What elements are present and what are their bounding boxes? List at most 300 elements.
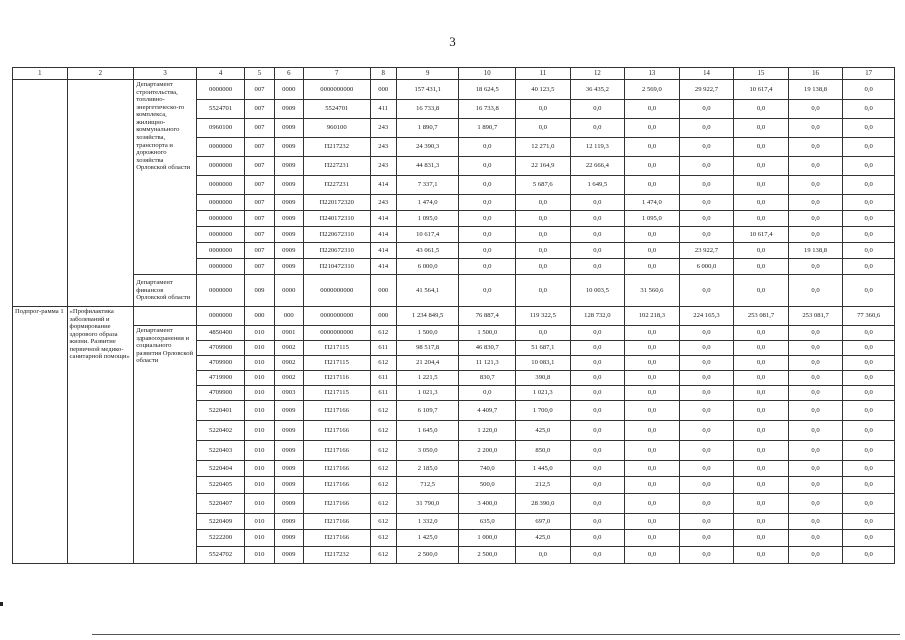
table-cell: 0,0 bbox=[516, 211, 571, 227]
table-cell: 0909 bbox=[274, 243, 303, 259]
column-header: 7 bbox=[303, 68, 370, 80]
table-cell: 007 bbox=[245, 176, 274, 195]
table-cell: 010 bbox=[245, 494, 274, 514]
table-cell: 1 890,7 bbox=[459, 119, 516, 138]
table-cell: 0,0 bbox=[734, 441, 789, 461]
table-cell: 16 733,8 bbox=[459, 100, 516, 119]
column-header: 16 bbox=[788, 68, 843, 80]
subprogram-cell: Подпрог-рамма 1 bbox=[13, 307, 68, 564]
table-cell: 010 bbox=[245, 421, 274, 441]
table-cell: 1 000,0 bbox=[459, 530, 516, 547]
table-cell: 0,0 bbox=[788, 211, 843, 227]
table-cell: 0,0 bbox=[843, 119, 895, 138]
column-header: 2 bbox=[67, 68, 134, 80]
table-cell: 4 409,7 bbox=[459, 401, 516, 421]
table-cell: 0,0 bbox=[788, 195, 843, 211]
table-cell: 1 021,3 bbox=[396, 386, 459, 401]
table-cell: 0909 bbox=[274, 441, 303, 461]
table-cell: 243 bbox=[370, 138, 396, 157]
table-cell: 0,0 bbox=[625, 494, 680, 514]
column-header: 13 bbox=[625, 68, 680, 80]
table-cell: 612 bbox=[370, 421, 396, 441]
table-cell: 010 bbox=[245, 514, 274, 530]
table-cell: 007 bbox=[245, 80, 274, 100]
table-cell: 5 687,6 bbox=[516, 176, 571, 195]
table-cell: 0000000 bbox=[196, 259, 244, 275]
table-cell: 128 732,0 bbox=[570, 307, 625, 326]
table-cell: 0,0 bbox=[679, 119, 734, 138]
table-cell: 0909 bbox=[274, 547, 303, 564]
table-cell: 0,0 bbox=[570, 514, 625, 530]
table-cell: 2 500,0 bbox=[396, 547, 459, 564]
table-cell: 24 390,3 bbox=[396, 138, 459, 157]
table-cell: 612 bbox=[370, 494, 396, 514]
table-cell: 960100 bbox=[303, 119, 370, 138]
table-cell: 6 000,0 bbox=[679, 259, 734, 275]
margin-mark bbox=[0, 602, 3, 606]
table-cell: 0,0 bbox=[843, 326, 895, 341]
table-cell: 0,0 bbox=[570, 100, 625, 119]
table-cell: 6 000,0 bbox=[396, 259, 459, 275]
table-cell: 0,0 bbox=[734, 275, 789, 307]
table-cell: П217232 bbox=[303, 547, 370, 564]
table-cell: 0,0 bbox=[788, 259, 843, 275]
table-cell: 0,0 bbox=[459, 386, 516, 401]
table-cell: 0,0 bbox=[459, 138, 516, 157]
column-header: 9 bbox=[396, 68, 459, 80]
table-cell: 0,0 bbox=[788, 514, 843, 530]
table-cell: 0,0 bbox=[679, 176, 734, 195]
table-cell: 0,0 bbox=[570, 227, 625, 243]
table-cell: 0,0 bbox=[734, 477, 789, 494]
table-cell: 0,0 bbox=[570, 326, 625, 341]
budget-table bbox=[12, 67, 895, 564]
table-cell: 010 bbox=[245, 401, 274, 421]
table-cell: 0,0 bbox=[459, 157, 516, 176]
table-cell: 2 200,0 bbox=[459, 441, 516, 461]
table-cell: 0,0 bbox=[788, 441, 843, 461]
table-cell: 76 887,4 bbox=[459, 307, 516, 326]
table-cell: 0,0 bbox=[734, 547, 789, 564]
table-cell: 0,0 bbox=[734, 386, 789, 401]
table-row bbox=[13, 80, 895, 100]
table-cell: 1 500,0 bbox=[459, 326, 516, 341]
table-cell: 0000000 bbox=[196, 307, 244, 326]
table-cell: 0,0 bbox=[788, 494, 843, 514]
table-cell: 0,0 bbox=[625, 441, 680, 461]
program-name-cell: «Профилактика заболеваний и формирование здорового образа жизни. Развитие первичной медико-санитарной помощи» bbox=[67, 307, 134, 564]
table-cell: 5220403 bbox=[196, 441, 244, 461]
table-cell: 4709900 bbox=[196, 356, 244, 371]
table-cell: 830,7 bbox=[459, 371, 516, 386]
table-cell: 0000 bbox=[274, 275, 303, 307]
table-cell: 0,0 bbox=[459, 275, 516, 307]
table-cell: 5222200 bbox=[196, 530, 244, 547]
table-cell: 1 474,0 bbox=[396, 195, 459, 211]
table-cell: 0,0 bbox=[516, 547, 571, 564]
table-cell: 390,8 bbox=[516, 371, 571, 386]
table-cell: 0,0 bbox=[459, 176, 516, 195]
table-cell: 243 bbox=[370, 195, 396, 211]
table-cell: 612 bbox=[370, 401, 396, 421]
table-cell: 0,0 bbox=[843, 386, 895, 401]
table-cell: 0,0 bbox=[570, 530, 625, 547]
table-cell: 0,0 bbox=[570, 341, 625, 356]
table-cell: 0960100 bbox=[196, 119, 244, 138]
table-cell: 0,0 bbox=[843, 530, 895, 547]
table-cell: 43 061,5 bbox=[396, 243, 459, 259]
table-cell: 0,0 bbox=[516, 100, 571, 119]
table-cell: 0,0 bbox=[843, 341, 895, 356]
table-cell: 46 830,7 bbox=[459, 341, 516, 356]
table-cell: 224 165,3 bbox=[679, 307, 734, 326]
column-header: 4 bbox=[196, 68, 244, 80]
table-cell: 425,0 bbox=[516, 421, 571, 441]
table-cell: 500,0 bbox=[459, 477, 516, 494]
table-cell: 0,0 bbox=[843, 547, 895, 564]
table-cell: 0,0 bbox=[843, 227, 895, 243]
table-cell: 1 234 849,5 bbox=[396, 307, 459, 326]
table-cell: 414 bbox=[370, 243, 396, 259]
table-cell: 0903 bbox=[274, 386, 303, 401]
table-cell: 0,0 bbox=[843, 514, 895, 530]
table-cell: 010 bbox=[245, 386, 274, 401]
table-cell: 0909 bbox=[274, 477, 303, 494]
table-cell: 0,0 bbox=[843, 80, 895, 100]
table-cell: 414 bbox=[370, 176, 396, 195]
table-cell: 0000000 bbox=[196, 80, 244, 100]
table-cell: 0909 bbox=[274, 157, 303, 176]
table-cell: 253 081,7 bbox=[788, 307, 843, 326]
table-cell: П220672310 bbox=[303, 227, 370, 243]
table-cell: 0,0 bbox=[679, 514, 734, 530]
table-cell: 0000 bbox=[274, 80, 303, 100]
table-cell: 0,0 bbox=[734, 514, 789, 530]
table-cell: 1 332,0 bbox=[396, 514, 459, 530]
table-cell: П217166 bbox=[303, 401, 370, 421]
table-cell: 51 687,1 bbox=[516, 341, 571, 356]
table-cell: 19 138,8 bbox=[788, 243, 843, 259]
table-cell: 157 431,1 bbox=[396, 80, 459, 100]
table-cell: П227231 bbox=[303, 176, 370, 195]
table-cell: 36 435,2 bbox=[570, 80, 625, 100]
table-cell: 612 bbox=[370, 461, 396, 477]
table-cell: 5220407 bbox=[196, 494, 244, 514]
table-cell: 2 500,0 bbox=[459, 547, 516, 564]
table-cell: 0902 bbox=[274, 341, 303, 356]
table-cell: 11 121,3 bbox=[459, 356, 516, 371]
table-cell: 0,0 bbox=[679, 421, 734, 441]
table-cell: 0,0 bbox=[625, 547, 680, 564]
table-cell: 102 218,3 bbox=[625, 307, 680, 326]
table-cell: 0,0 bbox=[625, 461, 680, 477]
table-cell: 6 109,7 bbox=[396, 401, 459, 421]
table-cell: 0,0 bbox=[570, 477, 625, 494]
table-cell: 0,0 bbox=[625, 157, 680, 176]
table-cell: П217166 bbox=[303, 461, 370, 477]
table-cell: 0,0 bbox=[570, 259, 625, 275]
table-cell: 0000000 bbox=[196, 138, 244, 157]
table-cell: 0,0 bbox=[625, 326, 680, 341]
table-cell: 0,0 bbox=[570, 401, 625, 421]
table-cell: 0909 bbox=[274, 100, 303, 119]
table-cell: 0,0 bbox=[734, 100, 789, 119]
table-cell: 0,0 bbox=[679, 461, 734, 477]
table-cell: П217166 bbox=[303, 477, 370, 494]
table-cell: 1 095,0 bbox=[396, 211, 459, 227]
table-cell: 0,0 bbox=[570, 547, 625, 564]
table-cell: 0,0 bbox=[734, 371, 789, 386]
table-cell: 007 bbox=[245, 138, 274, 157]
table-cell: 010 bbox=[245, 356, 274, 371]
table-cell: 2 569,0 bbox=[625, 80, 680, 100]
table-cell: 1 021,3 bbox=[516, 386, 571, 401]
table-cell: 0,0 bbox=[516, 227, 571, 243]
table-cell: 0,0 bbox=[570, 461, 625, 477]
table-cell: 22 164,9 bbox=[516, 157, 571, 176]
table-cell: 0,0 bbox=[734, 461, 789, 477]
table-cell: 0,0 bbox=[788, 386, 843, 401]
table-cell: 0,0 bbox=[843, 138, 895, 157]
table-cell: 635,0 bbox=[459, 514, 516, 530]
table-cell: 0909 bbox=[274, 195, 303, 211]
table-cell: 0902 bbox=[274, 356, 303, 371]
footer-rule bbox=[92, 634, 900, 635]
table-cell: 0909 bbox=[274, 461, 303, 477]
table-cell: 5220402 bbox=[196, 421, 244, 441]
table-cell: 0,0 bbox=[625, 138, 680, 157]
executor-cell bbox=[134, 307, 197, 326]
table-cell: 0,0 bbox=[788, 138, 843, 157]
table-cell: 0,0 bbox=[788, 176, 843, 195]
table-cell: 1 220,0 bbox=[459, 421, 516, 441]
table-cell: 000 bbox=[370, 275, 396, 307]
table-cell: 5524701 bbox=[303, 100, 370, 119]
table-cell: 1 425,0 bbox=[396, 530, 459, 547]
table-cell: 0,0 bbox=[625, 356, 680, 371]
table-cell: 0,0 bbox=[516, 243, 571, 259]
table-cell: 31 790,0 bbox=[396, 494, 459, 514]
table-cell: 253 081,7 bbox=[734, 307, 789, 326]
table-cell: 010 bbox=[245, 326, 274, 341]
table-cell: П217232 bbox=[303, 138, 370, 157]
column-header: 17 bbox=[843, 68, 895, 80]
table-cell: 1 890,7 bbox=[396, 119, 459, 138]
column-header: 3 bbox=[134, 68, 197, 80]
table-cell: 0,0 bbox=[625, 119, 680, 138]
table-cell: 010 bbox=[245, 547, 274, 564]
table-cell: 0,0 bbox=[788, 356, 843, 371]
table-cell: 0,0 bbox=[788, 275, 843, 307]
table-cell: 28 390,0 bbox=[516, 494, 571, 514]
table-cell: 000 bbox=[245, 307, 274, 326]
table-cell: 0,0 bbox=[679, 195, 734, 211]
table-cell: 41 564,1 bbox=[396, 275, 459, 307]
column-header: 1 bbox=[13, 68, 68, 80]
table-cell: 0,0 bbox=[570, 119, 625, 138]
table-cell: 0,0 bbox=[788, 326, 843, 341]
table-cell: 009 bbox=[245, 275, 274, 307]
table-cell: 612 bbox=[370, 356, 396, 371]
table-cell: П240172310 bbox=[303, 211, 370, 227]
table-cell: 000 bbox=[274, 307, 303, 326]
header-row bbox=[13, 68, 895, 80]
table-cell: 0,0 bbox=[788, 119, 843, 138]
table-cell: 5220409 bbox=[196, 514, 244, 530]
table-cell: 850,0 bbox=[516, 441, 571, 461]
table-cell: 0,0 bbox=[679, 326, 734, 341]
table-cell: 0,0 bbox=[679, 547, 734, 564]
table-cell: 21 204,4 bbox=[396, 356, 459, 371]
table-cell: 000 bbox=[370, 80, 396, 100]
table-cell: 1 645,0 bbox=[396, 421, 459, 441]
table-cell: 0,0 bbox=[679, 227, 734, 243]
column-header: 6 bbox=[274, 68, 303, 80]
table-cell: 10 003,5 bbox=[570, 275, 625, 307]
table-cell: 18 624,5 bbox=[459, 80, 516, 100]
table-cell: 0909 bbox=[274, 494, 303, 514]
table-cell: 0,0 bbox=[843, 275, 895, 307]
table-cell: 0,0 bbox=[843, 195, 895, 211]
table-cell: П217166 bbox=[303, 441, 370, 461]
table-cell: 0,0 bbox=[734, 421, 789, 441]
table-cell: 0909 bbox=[274, 514, 303, 530]
table-cell: 0909 bbox=[274, 227, 303, 243]
table-cell: 0,0 bbox=[625, 100, 680, 119]
table-cell: 0,0 bbox=[570, 243, 625, 259]
table-cell: 414 bbox=[370, 259, 396, 275]
table-cell: 0,0 bbox=[843, 421, 895, 441]
table-cell: 0,0 bbox=[679, 386, 734, 401]
table-cell: П217116 bbox=[303, 371, 370, 386]
table-cell: 0000000 bbox=[196, 157, 244, 176]
column-header: 8 bbox=[370, 68, 396, 80]
table-cell: 22 666,4 bbox=[570, 157, 625, 176]
executor-cell: Департамент здравоохранения и социального развития Орловской области bbox=[134, 326, 197, 564]
table-cell: 10 617,4 bbox=[396, 227, 459, 243]
table-cell: 40 123,5 bbox=[516, 80, 571, 100]
table-cell: 612 bbox=[370, 514, 396, 530]
table-cell: 697,0 bbox=[516, 514, 571, 530]
table-cell: 010 bbox=[245, 477, 274, 494]
table-cell: 007 bbox=[245, 100, 274, 119]
table-cell: 411 bbox=[370, 100, 396, 119]
table-cell: 0,0 bbox=[570, 441, 625, 461]
table-cell: 19 138,8 bbox=[788, 80, 843, 100]
table-cell: 0,0 bbox=[734, 211, 789, 227]
table-cell: 612 bbox=[370, 326, 396, 341]
table-cell: 0,0 bbox=[625, 514, 680, 530]
table-cell: 0,0 bbox=[843, 477, 895, 494]
table-cell: 1 500,0 bbox=[396, 326, 459, 341]
table-row bbox=[13, 275, 895, 307]
table-cell: 16 733,8 bbox=[396, 100, 459, 119]
table-cell: 010 bbox=[245, 461, 274, 477]
table-cell: П217166 bbox=[303, 494, 370, 514]
table-cell: 98 517,8 bbox=[396, 341, 459, 356]
table-cell: 0,0 bbox=[734, 119, 789, 138]
table-cell: 4709900 bbox=[196, 341, 244, 356]
table-cell: 0,0 bbox=[459, 195, 516, 211]
table-cell: 44 831,3 bbox=[396, 157, 459, 176]
table-cell: 4850400 bbox=[196, 326, 244, 341]
table-cell: 3 050,0 bbox=[396, 441, 459, 461]
program-name-cell bbox=[67, 80, 134, 307]
table-cell: 0,0 bbox=[570, 211, 625, 227]
table-cell: 0,0 bbox=[788, 477, 843, 494]
table-cell: 0,0 bbox=[679, 157, 734, 176]
table-cell: 0,0 bbox=[734, 176, 789, 195]
table-cell: 0,0 bbox=[788, 421, 843, 441]
table-cell: 0,0 bbox=[843, 176, 895, 195]
table-cell: 5524701 bbox=[196, 100, 244, 119]
table-cell: 0902 bbox=[274, 371, 303, 386]
table-cell: 31 560,6 bbox=[625, 275, 680, 307]
table-cell: 0,0 bbox=[679, 441, 734, 461]
table-cell: 0,0 bbox=[788, 530, 843, 547]
table-cell: 0,0 bbox=[570, 386, 625, 401]
table-cell: 0,0 bbox=[516, 119, 571, 138]
table-cell: 007 bbox=[245, 157, 274, 176]
table-cell: 712,5 bbox=[396, 477, 459, 494]
table-cell: П217115 bbox=[303, 356, 370, 371]
table-cell: 243 bbox=[370, 157, 396, 176]
table-cell: 0,0 bbox=[570, 421, 625, 441]
table-cell: 0,0 bbox=[734, 494, 789, 514]
table-cell: 007 bbox=[245, 119, 274, 138]
table-cell: 0,0 bbox=[570, 494, 625, 514]
column-header: 15 bbox=[734, 68, 789, 80]
table-cell: 0,0 bbox=[516, 259, 571, 275]
table-cell: 000 bbox=[370, 307, 396, 326]
table-cell: П217115 bbox=[303, 341, 370, 356]
table-cell: 0,0 bbox=[679, 494, 734, 514]
table-cell: 10 617,4 bbox=[734, 227, 789, 243]
table-cell: 0,0 bbox=[843, 494, 895, 514]
table-cell: 007 bbox=[245, 259, 274, 275]
table-cell: 0,0 bbox=[788, 341, 843, 356]
column-header: 12 bbox=[570, 68, 625, 80]
table-cell: П210472310 bbox=[303, 259, 370, 275]
table-cell: 5220404 bbox=[196, 461, 244, 477]
table-cell: 12 119,3 bbox=[570, 138, 625, 157]
table-cell: 0,0 bbox=[679, 477, 734, 494]
table-cell: П227231 bbox=[303, 157, 370, 176]
table-cell: 0,0 bbox=[843, 157, 895, 176]
table-cell: 0,0 bbox=[679, 530, 734, 547]
table-cell: 0,0 bbox=[788, 371, 843, 386]
table-cell: 3 400,0 bbox=[459, 494, 516, 514]
table-cell: 0,0 bbox=[459, 259, 516, 275]
table-cell: 0,0 bbox=[788, 157, 843, 176]
table-cell: 007 bbox=[245, 211, 274, 227]
table-cell: 0,0 bbox=[843, 371, 895, 386]
table-cell: П217166 bbox=[303, 514, 370, 530]
table-row bbox=[13, 307, 895, 326]
table-cell: 0909 bbox=[274, 259, 303, 275]
table-cell: 0,0 bbox=[734, 243, 789, 259]
table-cell: 0909 bbox=[274, 138, 303, 157]
table-cell: 0,0 bbox=[625, 227, 680, 243]
table-cell: 0,0 bbox=[843, 441, 895, 461]
table-cell: 0,0 bbox=[734, 195, 789, 211]
table-cell: 1 095,0 bbox=[625, 211, 680, 227]
table-cell: 0,0 bbox=[679, 356, 734, 371]
table-cell: 414 bbox=[370, 227, 396, 243]
table-cell: П217166 bbox=[303, 530, 370, 547]
table-cell: 0,0 bbox=[625, 421, 680, 441]
table-cell: 0000000000 bbox=[303, 275, 370, 307]
